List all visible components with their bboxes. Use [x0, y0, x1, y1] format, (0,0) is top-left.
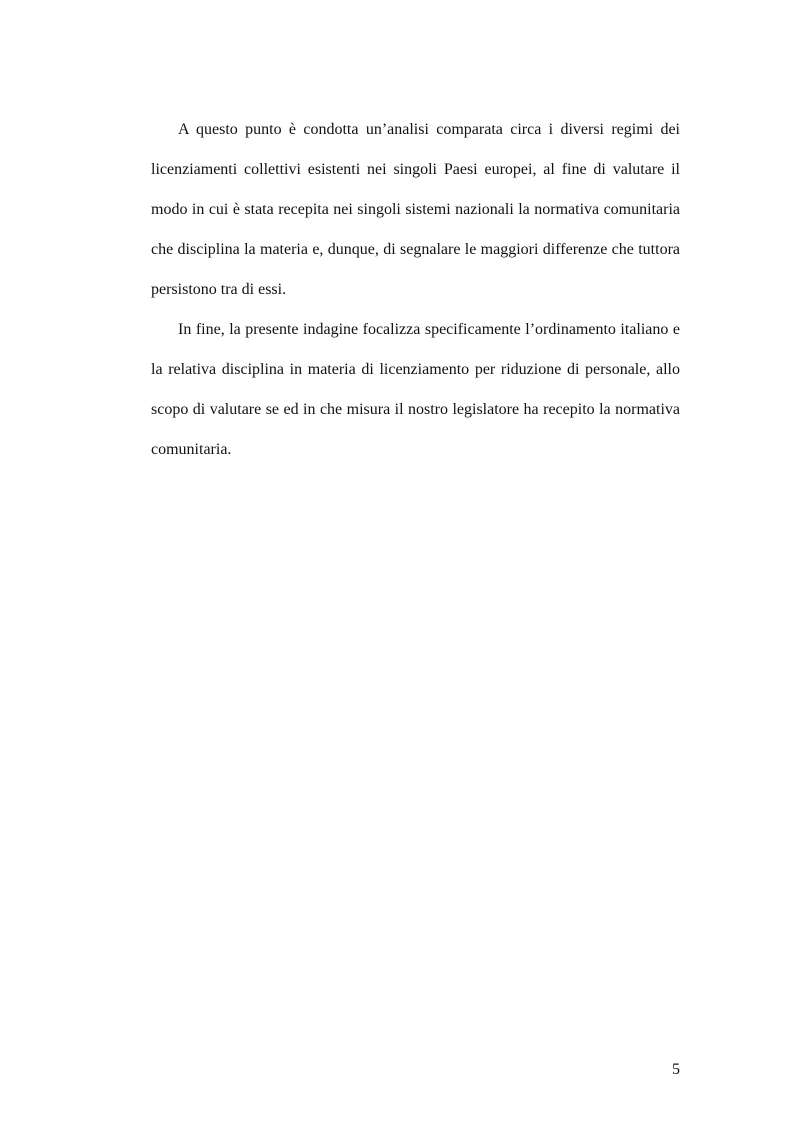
page-number: 5	[672, 1061, 680, 1078]
paragraph-2: In fine, la presente indagine focalizza specificamente l’ordinamento italiano e la relativa disciplina in materia di licenziamento per riduzione di personale, allo scopo di valutare se ed in che misura il nostro legislatore ha recepito la normativa comunitaria.	[151, 321, 680, 458]
body-text	[151, 110, 680, 470]
paragraph-1: A questo punto è condotta un’analisi comparata circa i diversi regimi dei licenziamenti collettivi esistenti nei singoli Paesi europei, al fine di valutare il modo in cui è stata recepita nei singoli sistemi nazionali la normativa comunitaria che disciplina la materia e, dunque, di segnalare le maggiori differenze che tuttora persistono tra di essi.	[151, 121, 680, 298]
